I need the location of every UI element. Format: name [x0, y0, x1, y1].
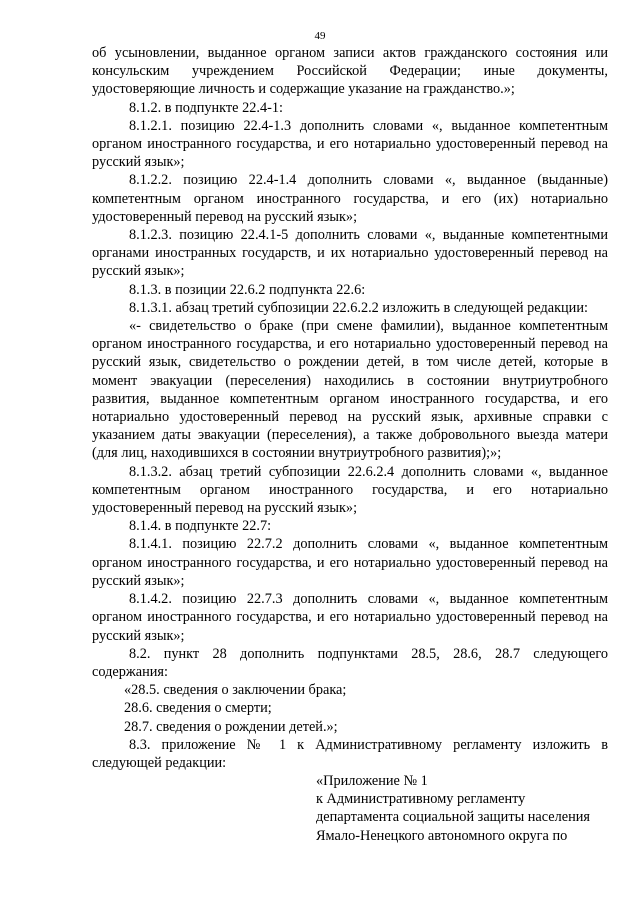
paragraph: 8.1.2.2. позицию 22.4-1.4 дополнить словами «, выданное (выданные) компетентным органом иностранного государства, и его (их) нотариально удостоверенный перевод на русский язык»; [92, 172, 608, 225]
paragraph: 28.7. сведения о рождении детей.»; [124, 718, 338, 735]
paragraph: 8.1.3.2. абзац третий субпозиции 22.6.2.4 дополнить словами «, выданное компетентным органом иностранного государства, и его нотариально удостоверенный перевод на русский язык»; [92, 463, 608, 517]
paragraph: 8.3. приложение № 1 к Административному регламенту изложить в следующей редакции: [92, 736, 608, 771]
appendix-line: «Приложение № 1 [316, 773, 428, 789]
body-text [92, 44, 608, 772]
paragraph: «28.5. сведения о заключении брака; [124, 682, 347, 699]
paragraph: 8.1.3. в позиции 22.6.2 подпункта 22.6: [129, 281, 366, 298]
appendix-line: департамента социальной защиты населения [316, 809, 590, 826]
paragraph: 8.1.2.1. позицию 22.4-1.3 дополнить словами «, выданное компетентным органом иностранного государства, и его нотариально удостоверенный перевод на русский язык»; [92, 117, 608, 171]
paragraph: об усыновлении, выданное органом записи актов гражданского состояния или консульским учреждением Российской Федерации; иные документы, удостоверяющие личность и содержащие указание на гражданство.»; [92, 45, 608, 98]
appendix-header [316, 772, 616, 845]
paragraph: 8.1.3.1. абзац третий субпозиции 22.6.2.2 изложить в следующей редакции: [129, 299, 588, 316]
paragraph: 8.1.2. в подпункте 22.4-1: [129, 99, 284, 116]
paragraph: 8.1.2.3. позицию 22.4.1-5 дополнить словами «, выданные компетентными органами иностранных государств, и их нотариально удостоверенный перевод на русский язык»; [92, 227, 608, 280]
paragraph: 8.2. пункт 28 дополнить подпунктами 28.5, 28.6, 28.7 следующего содержания: [92, 645, 608, 680]
paragraph: 8.1.4.1. позицию 22.7.2 дополнить словами «, выданное компетентным органом иностранного государства, и его нотариально удостоверенный перевод на русский язык»; [92, 536, 608, 589]
appendix-line: Ямало-Ненецкого автономного округа по [316, 827, 568, 844]
appendix-line: к Административному регламенту [316, 791, 526, 808]
paragraph: «- свидетельство о браке (при смене фамилии), выданное компетентным органом иностранного государства, и его нотариально удостоверенный перевод на русский язык, свидетельство о рождении детей, в том числе детей, которые в момент эвакуации (переселения) находились в состоянии внутриутробного развития, выданное компетентным органом иностранного государства, и его нотариально удостоверенный перевод на русский язык, архивные справки с указанием даты эвакуации (переселения), а также добровольного выезда матери (для лиц, находившихся в состоянии внутриутробного развития);»; [92, 318, 608, 462]
paragraph: 28.6. сведения о смерти; [124, 700, 272, 717]
paragraph: 8.1.4. в подпункте 22.7: [129, 518, 272, 535]
page-number: 49 [314, 30, 326, 42]
paragraph: 8.1.4.2. позицию 22.7.3 дополнить словами «, выданное компетентным органом иностранного государства, и его нотариально удостоверенный перевод на русский язык»; [92, 591, 608, 644]
